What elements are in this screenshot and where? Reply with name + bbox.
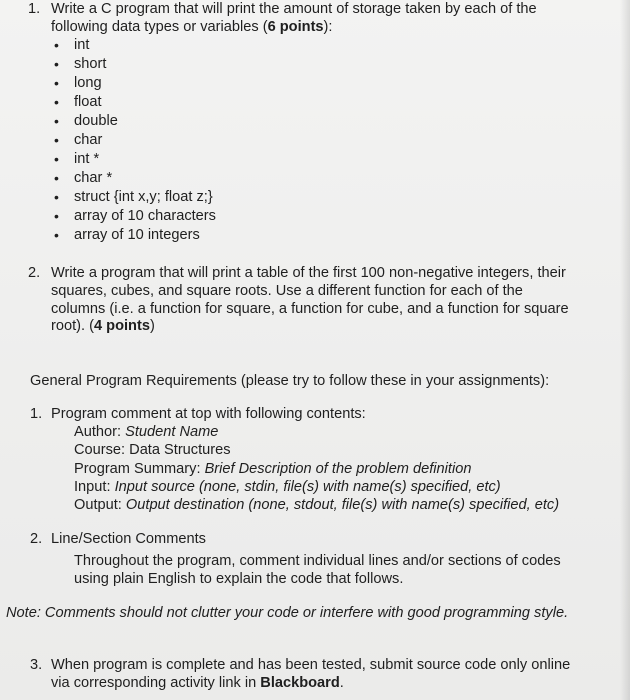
q2-line4-pre: root). ( bbox=[51, 318, 94, 334]
req3-line2-pre: via corresponding activity link in bbox=[51, 675, 261, 691]
req2-body-line1: Throughout the program, comment individual lines and/or sections of codes bbox=[74, 553, 561, 569]
req1-course: Course: Data Structures bbox=[74, 442, 231, 458]
bullet-icon: • bbox=[54, 151, 59, 167]
summary-value: Brief Description of the problem definition bbox=[204, 461, 472, 477]
list-item-text: double bbox=[74, 113, 118, 129]
q2-points: 4 points bbox=[93, 318, 150, 334]
general-requirements-heading: General Program Requirements (please try to follow these in your assignments): bbox=[30, 373, 550, 389]
bullet-icon: • bbox=[54, 75, 59, 91]
list-item-text: char * bbox=[74, 170, 113, 186]
bullet-icon: • bbox=[54, 37, 59, 53]
req3-line2 bbox=[51, 674, 344, 692]
req3-number: 3. bbox=[30, 657, 43, 673]
q1-number: 1. bbox=[28, 1, 41, 17]
blackboard-text: Blackboard bbox=[260, 675, 340, 691]
req1-title: Program comment at top with following contents: bbox=[51, 406, 366, 422]
bullet-icon: • bbox=[54, 113, 59, 129]
q1-prompt-line2 bbox=[51, 18, 332, 36]
list-item-text: int * bbox=[74, 151, 100, 167]
page-edge-shadow bbox=[620, 0, 630, 700]
author-label: Author: bbox=[74, 424, 126, 440]
req2-body-line2: using plain English to explain the code that follows. bbox=[74, 571, 404, 587]
author-value: Student Name bbox=[125, 424, 219, 440]
list-item-text: int bbox=[74, 37, 90, 53]
q2-line4-post: ) bbox=[149, 318, 155, 334]
req3-line2-post: . bbox=[339, 675, 344, 691]
bullet-icon: • bbox=[54, 56, 59, 72]
req1-summary bbox=[74, 460, 471, 478]
bullet-icon: • bbox=[54, 132, 59, 148]
output-label: Output: bbox=[74, 497, 126, 513]
req3-line1: When program is complete and has been tested, submit source code only online bbox=[51, 657, 571, 673]
list-item-text: long bbox=[74, 75, 102, 91]
list-item-text: short bbox=[74, 56, 107, 72]
bullet-icon: • bbox=[54, 94, 59, 110]
q1-points: 6 points bbox=[267, 19, 324, 35]
list-item-text: char bbox=[74, 132, 103, 148]
bullet-icon: • bbox=[54, 227, 59, 243]
input-value: Input source (none, stdin, file(s) with name(s) specified, etc) bbox=[114, 479, 501, 495]
req1-author bbox=[74, 423, 218, 441]
output-value: Output destination (none, stdout, file(s) with name(s) specified, etc) bbox=[125, 497, 560, 513]
bullet-icon: • bbox=[54, 208, 59, 224]
req2-title: Line/Section Comments bbox=[51, 531, 206, 547]
req1-number: 1. bbox=[30, 406, 43, 422]
summary-label: Program Summary: bbox=[74, 461, 205, 477]
q1-prompt-line1: Write a C program that will print the amount of storage taken by each of the bbox=[51, 1, 537, 17]
bullet-icon: • bbox=[54, 189, 59, 205]
req2-number: 2. bbox=[30, 531, 43, 547]
q2-line1: Write a program that will print a table of the first 100 non-negative integers, their bbox=[51, 265, 566, 281]
q2-line2: squares, cubes, and square roots. Use a different function for each of the bbox=[51, 283, 523, 299]
list-item-text: struct {int x,y; float z;} bbox=[74, 189, 213, 205]
q1-prompt-pre: following data types or variables ( bbox=[51, 19, 268, 35]
q1-prompt-post: ): bbox=[323, 19, 333, 35]
req1-output bbox=[74, 496, 559, 514]
req1-input bbox=[74, 478, 501, 496]
style-note: Note: Comments should not clutter your code or interfere with good programming style. bbox=[6, 605, 569, 621]
bullet-icon: • bbox=[54, 170, 59, 186]
q2-line4 bbox=[51, 317, 155, 335]
list-item-text: array of 10 characters bbox=[74, 208, 216, 224]
q2-number: 2. bbox=[28, 265, 41, 281]
input-label: Input: bbox=[74, 479, 115, 495]
list-item-text: float bbox=[74, 94, 102, 110]
q2-line3: columns (i.e. a function for square, a function for cube, and a function for square bbox=[51, 301, 569, 317]
list-item-text: array of 10 integers bbox=[74, 227, 200, 243]
